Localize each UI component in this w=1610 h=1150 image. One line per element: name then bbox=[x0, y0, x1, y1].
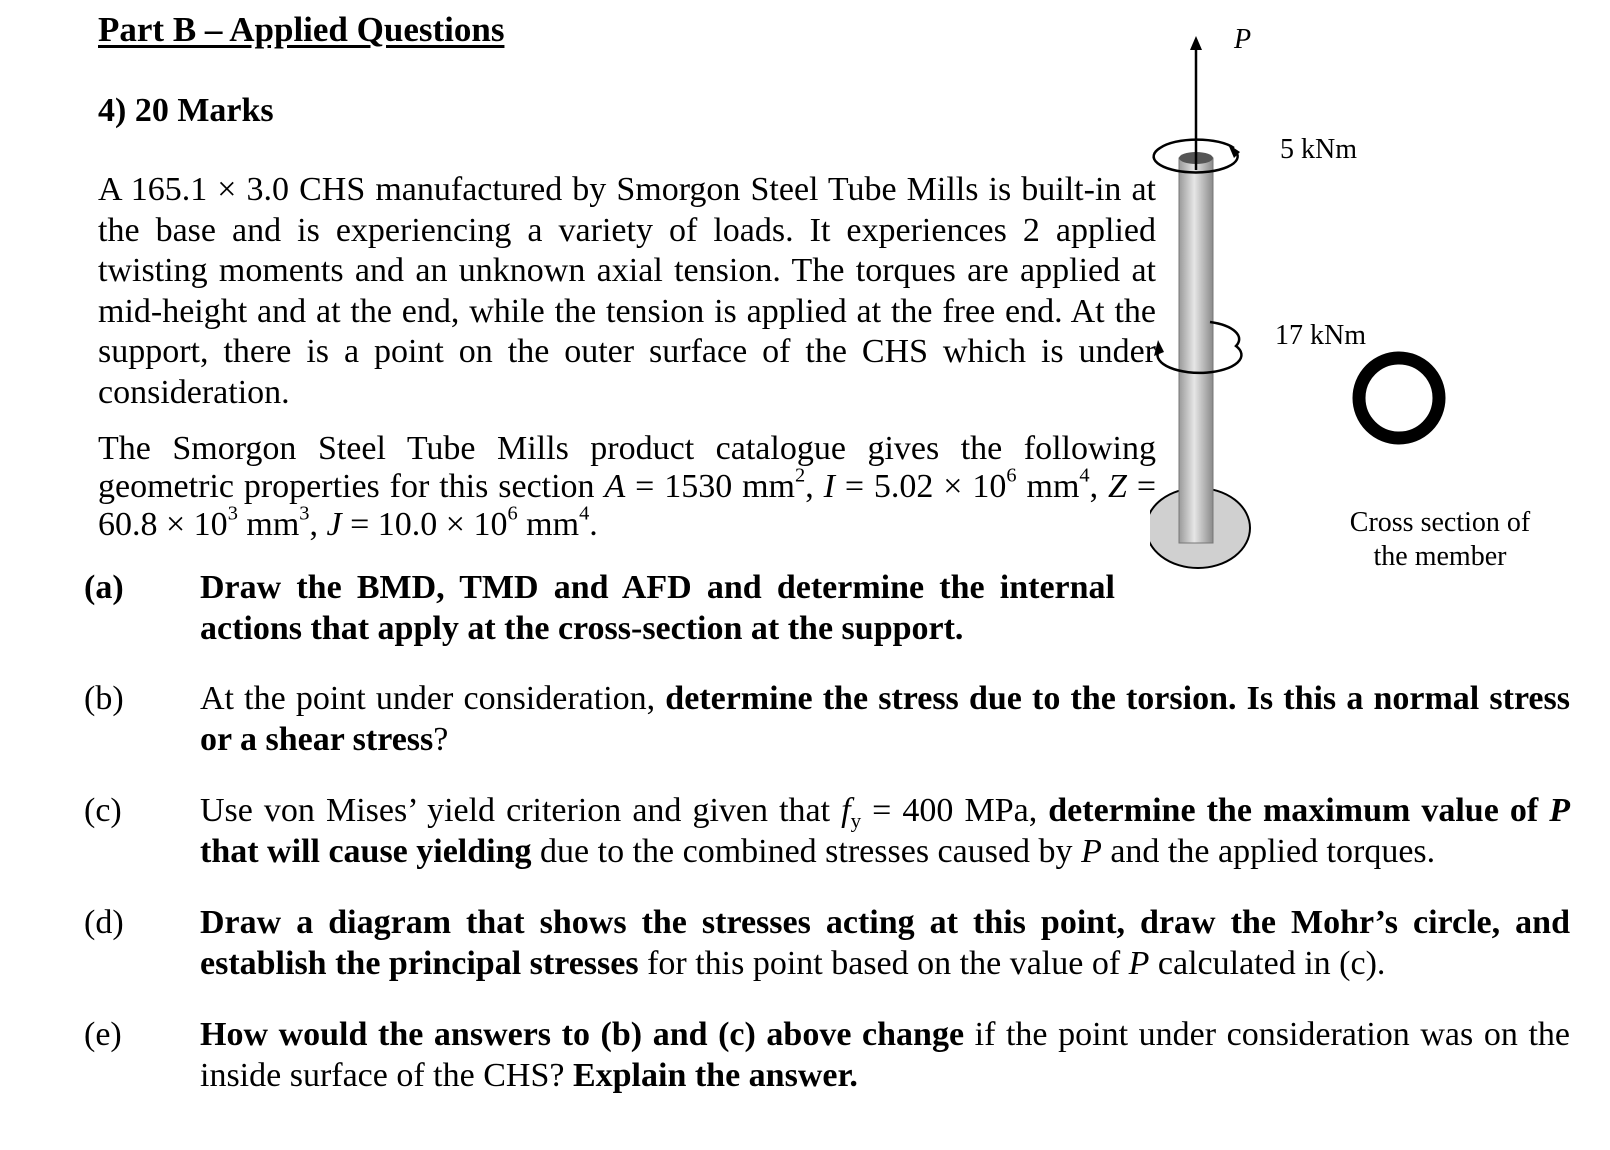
part-c-intro: Use von Mises’ yield criterion and given that bbox=[200, 792, 842, 829]
separator: , bbox=[1089, 468, 1108, 505]
part-b-text bbox=[200, 678, 1570, 760]
part-e-label: (e) bbox=[84, 1016, 122, 1053]
cross-section-ring bbox=[1359, 358, 1439, 438]
part-d-end: calculated in (c). bbox=[1149, 945, 1386, 982]
area-exponent: 2 bbox=[795, 464, 806, 487]
member-figure bbox=[1150, 20, 1570, 600]
part-a-text: Draw the BMD, TMD and AFD and determine the internal actions that apply at the cross-section at the support. bbox=[200, 569, 1115, 647]
yield-subscript: y bbox=[850, 808, 862, 833]
mid-torque-label: 17 kNm bbox=[1275, 320, 1366, 351]
caption-line-1: Cross section of bbox=[1349, 507, 1531, 538]
polar-symbol: J bbox=[326, 506, 342, 543]
polar-value: = 10.0 × 10 bbox=[341, 506, 508, 543]
modulus-unit: mm bbox=[237, 506, 300, 543]
tube-body bbox=[1179, 158, 1213, 543]
part-d-label: (d) bbox=[84, 904, 124, 941]
part-c-end: and the applied torques. bbox=[1101, 833, 1436, 870]
load-symbol: P bbox=[1128, 945, 1150, 982]
cross-section-caption bbox=[1340, 506, 1540, 574]
modulus-unit-exponent: 3 bbox=[299, 502, 310, 525]
area-symbol: A bbox=[604, 468, 626, 505]
area-value: = 1530 mm bbox=[625, 468, 795, 505]
section-properties-paragraph bbox=[98, 430, 1156, 544]
question-number-marks: 4) 20 Marks bbox=[98, 92, 274, 129]
load-arrow-head bbox=[1190, 36, 1202, 50]
props-intro: The Smorgon Steel Tube Mills product catalogue gives the following geometric properties for this section bbox=[98, 430, 1156, 505]
inertia-symbol: I bbox=[823, 468, 835, 505]
modulus-value: = 60.8 × 10 bbox=[98, 468, 1156, 543]
load-label: P bbox=[1234, 24, 1252, 55]
separator: , bbox=[805, 468, 824, 505]
inertia-value: = 5.02 × 10 bbox=[834, 468, 1007, 505]
modulus-symbol: Z bbox=[1108, 468, 1127, 505]
caption-line-2: the member bbox=[1373, 541, 1507, 572]
part-d-detail: for this point based on the value of bbox=[638, 945, 1129, 982]
polar-unit-exponent: 4 bbox=[579, 502, 590, 525]
part-d-task: Draw a diagram that shows the stresses acting at this point, draw the Mohr’s circle, and establish the principal stresses bbox=[200, 904, 1570, 982]
inertia-power: 6 bbox=[1006, 464, 1017, 487]
top-torque-label: 5 kNm bbox=[1280, 134, 1357, 165]
question-intro: A 165.1 × 3.0 CHS manufactured by Smorgon Steel Tube Mills is built-in at the base and is experiencing a variety of loads. It experiences 2 applied twisting moments and an unknown axial tension. The torques are applied at mid-height and at the end, while the tension is applied at the free end. At the support, there is a point on the outer surface of the CHS which is under consideration. bbox=[98, 171, 1156, 411]
part-e-task: How would the answers to (b) and (c) above change bbox=[200, 1016, 965, 1053]
end-period: . bbox=[589, 506, 598, 543]
modulus-power: 3 bbox=[227, 502, 238, 525]
polar-unit: mm bbox=[517, 506, 580, 543]
part-c-label: (c) bbox=[84, 792, 122, 829]
part-b-end: ? bbox=[433, 721, 449, 758]
part-d-text bbox=[200, 902, 1570, 984]
part-b-intro: At the point under consideration, bbox=[200, 680, 666, 717]
part-e-detail: if the point under consideration was on the inside surface of the CHS? bbox=[200, 1016, 1570, 1094]
inertia-unit: mm bbox=[1016, 468, 1080, 505]
load-symbol: P bbox=[1549, 792, 1571, 829]
part-c-text bbox=[200, 790, 1570, 872]
mid-torque-arrowhead bbox=[1154, 340, 1164, 356]
inertia-unit-exponent: 4 bbox=[1079, 464, 1090, 487]
part-c-detail: due to the combined stresses caused by bbox=[531, 833, 1082, 870]
part-b-label: (b) bbox=[84, 680, 124, 717]
polar-power: 6 bbox=[507, 502, 518, 525]
part-c-task-end: that will cause yielding bbox=[200, 833, 532, 870]
load-symbol: P bbox=[1081, 833, 1102, 870]
part-title: Part B – Applied Questions bbox=[98, 10, 505, 49]
part-b-task: determine the stress due to the torsion. Is this a normal stress or a shear stress bbox=[200, 680, 1570, 758]
yield-symbol: f bbox=[841, 792, 851, 829]
part-e-text bbox=[200, 1014, 1570, 1096]
yield-value: = 400 MPa, bbox=[861, 792, 1049, 829]
part-c-task: determine the maximum value of bbox=[1048, 792, 1550, 829]
part-e-explain: Explain the answer. bbox=[572, 1057, 858, 1094]
part-a-label: (a) bbox=[84, 569, 124, 606]
separator: , bbox=[309, 506, 327, 543]
